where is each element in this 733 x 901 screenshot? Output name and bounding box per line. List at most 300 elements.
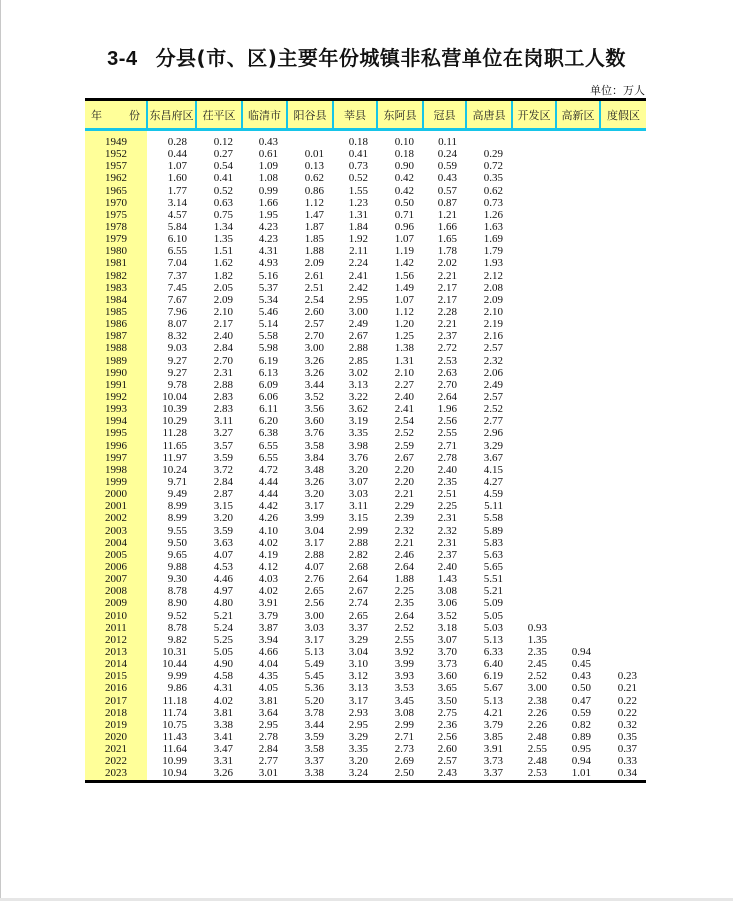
value-cell	[556, 148, 600, 160]
table-row	[85, 379, 646, 391]
value-cell: 0.34	[600, 767, 646, 782]
value-cell: 2.55	[437, 427, 457, 440]
value-cell: 2.57	[483, 391, 503, 404]
value-cell	[512, 233, 556, 245]
table-row	[85, 549, 646, 561]
value-cell: 2.55	[394, 633, 414, 646]
value-cell: 0.35	[483, 172, 503, 185]
value-cell: 2.05	[213, 281, 233, 294]
value-cell: 2.83	[213, 403, 233, 416]
value-cell: 0.63	[213, 196, 233, 209]
value-cell: 0.12	[213, 136, 233, 149]
value-cell: 0.57	[437, 184, 457, 197]
value-cell	[512, 440, 556, 452]
value-cell	[556, 464, 600, 476]
value-cell: 3.73	[437, 658, 457, 671]
value-cell: 1.88	[304, 245, 324, 258]
value-cell: 5.21	[483, 585, 503, 598]
value-cell: 3.76	[348, 451, 368, 464]
value-cell: 3.53	[394, 682, 414, 695]
value-cell	[600, 585, 646, 597]
value-cell: 0.41	[213, 172, 233, 185]
value-cell	[512, 185, 556, 197]
value-cell	[512, 294, 556, 306]
value-cell: 0.54	[213, 160, 233, 173]
value-cell: 0.50	[394, 196, 414, 209]
value-cell: 3.29	[348, 633, 368, 646]
value-cell: 3.47	[213, 743, 233, 756]
value-cell: 8.78	[167, 621, 187, 634]
value-cell: 9.27	[167, 354, 187, 367]
value-cell: 2.46	[394, 548, 414, 561]
value-cell: 2.52	[394, 427, 414, 440]
value-cell: 0.71	[394, 208, 414, 221]
value-cell: 2.59	[394, 439, 414, 452]
value-cell: 5.49	[304, 658, 324, 671]
value-cell: 3.81	[213, 706, 233, 719]
year-cell: 2023	[85, 767, 147, 782]
value-cell: 4.35	[258, 670, 278, 683]
value-cell	[600, 622, 646, 634]
value-cell: 10.99	[162, 755, 187, 768]
value-cell	[600, 403, 646, 415]
value-cell: 1.25	[394, 330, 414, 343]
value-cell	[556, 245, 600, 257]
table-row	[85, 707, 646, 719]
value-cell: 9.99	[167, 670, 187, 683]
column-header: 临清市	[242, 100, 287, 130]
value-cell: 7.67	[167, 293, 187, 306]
value-cell: 0.45	[571, 658, 591, 671]
value-cell: 3.17	[304, 500, 324, 513]
page-edge	[0, 0, 1, 901]
value-cell: 0.22	[617, 706, 637, 719]
value-cell: 0.44	[167, 148, 187, 161]
year-cell: 1991	[85, 379, 147, 391]
value-cell: 0.86	[304, 184, 324, 197]
value-cell: 9.82	[167, 633, 187, 646]
year-cell: 2000	[85, 488, 147, 500]
value-cell: 1.38	[394, 342, 414, 355]
value-cell: 2.57	[304, 318, 324, 331]
value-cell: 9.71	[167, 476, 187, 488]
value-cell: 3.35	[348, 427, 368, 440]
value-cell: 6.19	[258, 354, 278, 367]
value-cell: 1.66	[258, 196, 278, 209]
value-cell: 3.91	[258, 597, 278, 610]
value-cell: 0.32	[617, 718, 637, 731]
value-cell	[556, 185, 600, 197]
value-cell: 4.27	[483, 476, 503, 488]
value-cell: 2.64	[394, 609, 414, 622]
table-row	[85, 367, 646, 379]
value-cell: 2.75	[437, 706, 457, 719]
year-cell: 2006	[85, 561, 147, 573]
value-cell: 0.52	[348, 172, 368, 185]
value-cell	[600, 488, 646, 500]
value-cell: 1.31	[348, 208, 368, 221]
table-row	[85, 197, 646, 209]
year-cell: 2004	[85, 537, 147, 549]
table-row	[85, 342, 646, 354]
value-cell	[556, 172, 600, 184]
table-row	[85, 743, 646, 755]
value-cell: 4.15	[483, 463, 503, 476]
value-cell: 0.33	[617, 755, 637, 768]
value-cell: 1.23	[348, 196, 368, 209]
table-body	[85, 130, 646, 782]
value-cell: 1.62	[213, 257, 233, 270]
year-cell: 2020	[85, 731, 147, 743]
value-cell: 2.20	[394, 463, 414, 476]
value-cell: 1.20	[394, 318, 414, 331]
value-cell: 0.21	[617, 682, 637, 695]
column-header: 茌平区	[196, 100, 242, 130]
value-cell	[512, 245, 556, 257]
value-cell: 10.75	[162, 718, 187, 731]
value-cell: 11.64	[162, 743, 187, 756]
table-row	[85, 330, 646, 342]
table-row	[85, 270, 646, 282]
value-cell: 2.09	[304, 257, 324, 270]
value-cell: 4.07	[304, 560, 324, 573]
value-cell: 11.43	[162, 730, 187, 743]
value-cell: 4.58	[213, 670, 233, 683]
table-row	[85, 294, 646, 306]
value-cell	[556, 573, 600, 585]
value-cell	[512, 391, 556, 403]
value-cell	[556, 330, 600, 342]
value-cell: 2.16	[483, 330, 503, 343]
value-cell: 5.13	[483, 694, 503, 707]
value-cell: 3.60	[437, 670, 457, 683]
value-cell: 0.87	[437, 196, 457, 209]
value-cell: 7.04	[167, 257, 187, 270]
value-cell: 4.46	[213, 573, 233, 586]
value-cell: 1.96	[437, 403, 457, 416]
value-cell: 1.84	[348, 221, 368, 234]
value-cell: 2.88	[213, 378, 233, 391]
value-cell: 2.37	[437, 548, 457, 561]
value-cell: 2.53	[437, 354, 457, 367]
value-cell	[600, 646, 646, 658]
value-cell: 1.08	[258, 172, 278, 185]
value-cell: 4.42	[258, 500, 278, 513]
table-row	[85, 306, 646, 318]
value-cell: 11.97	[162, 451, 187, 464]
value-cell: 2.63	[437, 366, 457, 379]
value-cell: 2.10	[483, 306, 503, 319]
table-row	[85, 148, 646, 160]
value-cell: 6.11	[259, 403, 278, 416]
value-cell: 3.24	[333, 767, 377, 782]
value-cell: 2.21	[394, 488, 414, 501]
value-cell: 10.44	[162, 658, 187, 671]
value-cell: 3.52	[304, 391, 324, 404]
value-cell	[556, 379, 600, 391]
value-cell: 0.82	[571, 718, 591, 731]
value-cell: 3.13	[348, 682, 368, 695]
value-cell: 0.95	[571, 743, 591, 756]
value-cell	[556, 270, 600, 282]
table-row	[85, 537, 646, 549]
value-cell	[556, 282, 600, 294]
year-cell: 2002	[85, 512, 147, 524]
value-cell: 2.19	[483, 318, 503, 331]
year-cell: 1997	[85, 452, 147, 464]
value-cell: 4.97	[213, 585, 233, 598]
header-row	[85, 100, 646, 130]
value-cell	[600, 233, 646, 245]
value-cell: 2.42	[348, 281, 368, 294]
column-header: 高新区	[556, 100, 600, 130]
value-cell: 2.65	[304, 585, 324, 598]
year-cell: 1985	[85, 306, 147, 318]
value-cell: 2.70	[213, 354, 233, 367]
value-cell: 2.84	[213, 342, 233, 355]
value-cell	[287, 130, 333, 149]
value-cell: 4.12	[258, 560, 278, 573]
value-cell	[512, 464, 556, 476]
value-cell: 9.27	[167, 366, 187, 379]
value-cell	[556, 294, 600, 306]
value-cell: 1.51	[213, 245, 233, 258]
value-cell: 5.37	[258, 281, 278, 294]
value-cell: 2.41	[348, 269, 368, 282]
value-cell: 2.09	[483, 293, 503, 306]
value-cell	[512, 306, 556, 318]
value-cell	[512, 476, 556, 488]
value-cell	[512, 209, 556, 221]
value-cell: 8.78	[167, 585, 187, 598]
value-cell: 1.35	[213, 233, 233, 246]
value-cell: 2.67	[394, 451, 414, 464]
table-row	[85, 719, 646, 731]
value-cell: 3.00	[348, 306, 368, 319]
value-cell: 2.11	[349, 245, 368, 258]
table-row	[85, 318, 646, 330]
value-cell: 9.55	[167, 524, 187, 537]
value-cell: 4.80	[213, 597, 233, 610]
value-cell: 3.27	[213, 427, 233, 440]
value-cell: 0.27	[213, 148, 233, 161]
value-cell: 9.30	[167, 573, 187, 586]
value-cell	[600, 130, 646, 149]
value-cell: 6.06	[258, 391, 278, 404]
value-cell: 3.22	[348, 391, 368, 404]
value-cell: 3.17	[304, 536, 324, 549]
value-cell: 2.64	[348, 573, 368, 586]
value-cell: 2.51	[304, 281, 324, 294]
value-cell: 1.66	[437, 221, 457, 234]
value-cell: 3.79	[258, 609, 278, 622]
value-cell: 0.43	[258, 136, 278, 149]
year-cell: 2011	[85, 622, 147, 634]
value-cell: 2.84	[213, 476, 233, 488]
table-row	[85, 634, 646, 646]
value-cell: 2.73	[394, 743, 414, 756]
value-cell: 3.29	[348, 730, 368, 743]
table-row	[85, 209, 646, 221]
value-cell	[556, 585, 600, 597]
table-row	[85, 646, 646, 658]
year-cell: 1952	[85, 148, 147, 160]
year-cell: 1979	[85, 233, 147, 245]
year-cell: 1999	[85, 476, 147, 488]
value-cell: 3.45	[394, 694, 414, 707]
value-cell: 4.03	[258, 573, 278, 586]
value-cell: 3.38	[213, 718, 233, 731]
value-cell	[512, 561, 556, 573]
year-cell: 1962	[85, 172, 147, 184]
year-cell: 2014	[85, 658, 147, 670]
year-cell: 1978	[85, 221, 147, 233]
value-cell: 4.02	[258, 585, 278, 598]
value-cell: 2.99	[348, 524, 368, 537]
table-row	[85, 670, 646, 682]
value-cell: 2.52	[527, 670, 547, 683]
value-cell	[512, 537, 556, 549]
value-cell: 5.36	[304, 682, 324, 695]
value-cell: 1.63	[483, 221, 503, 234]
value-cell	[600, 209, 646, 221]
value-cell: 4.66	[258, 645, 278, 658]
column-header-year: 年 份	[85, 100, 147, 130]
table-row	[85, 682, 646, 694]
value-cell: 4.93	[258, 257, 278, 270]
value-cell	[556, 549, 600, 561]
value-cell: 2.28	[437, 306, 457, 319]
value-cell: 2.10	[213, 306, 233, 319]
value-cell: 5.89	[483, 524, 503, 537]
value-cell: 2.21	[437, 318, 457, 331]
value-cell: 3.06	[437, 597, 457, 610]
value-cell: 3.15	[348, 512, 368, 525]
year-cell: 1983	[85, 282, 147, 294]
value-cell: 5.09	[483, 597, 503, 610]
year-cell: 1988	[85, 342, 147, 354]
value-cell: 9.78	[167, 378, 187, 391]
value-cell: 2.83	[213, 391, 233, 404]
value-cell: 3.26	[304, 476, 324, 488]
year-cell: 2003	[85, 525, 147, 537]
value-cell	[556, 355, 600, 367]
table-row	[85, 597, 646, 609]
value-cell: 3.03	[348, 488, 368, 501]
year-cell: 2018	[85, 707, 147, 719]
value-cell: 5.05	[213, 645, 233, 658]
value-cell: 3.58	[304, 439, 324, 452]
value-cell: 3.17	[348, 694, 368, 707]
value-cell: 4.07	[213, 548, 233, 561]
value-cell	[512, 452, 556, 464]
year-cell: 1995	[85, 427, 147, 439]
value-cell: 5.13	[483, 633, 503, 646]
value-cell: 2.54	[304, 293, 324, 306]
value-cell: 2.48	[527, 755, 547, 768]
value-cell	[512, 130, 556, 149]
value-cell: 3.20	[348, 755, 368, 768]
value-cell: 2.32	[483, 354, 503, 367]
value-cell	[512, 221, 556, 233]
value-cell: 0.61	[258, 148, 278, 161]
value-cell: 2.40	[437, 560, 457, 573]
value-cell: 2.54	[394, 415, 414, 428]
value-cell: 3.20	[213, 512, 233, 525]
value-cell	[512, 257, 556, 269]
column-header: 东昌府区	[147, 100, 196, 130]
value-cell: 3.26	[304, 366, 324, 379]
value-cell: 10.39	[162, 403, 187, 416]
value-cell: 0.59	[437, 160, 457, 173]
value-cell: 2.31	[213, 366, 233, 379]
table-row	[85, 512, 646, 524]
year-cell: 1981	[85, 257, 147, 269]
table-title: 分县(市、区)主要年份城镇非私营单位在岗职工人数	[155, 46, 626, 70]
value-cell	[512, 609, 556, 621]
value-cell: 0.42	[394, 184, 414, 197]
value-cell: 2.78	[258, 730, 278, 743]
value-cell: 7.96	[167, 306, 187, 319]
value-cell: 3.76	[304, 427, 324, 440]
value-cell: 3.59	[304, 730, 324, 743]
value-cell: 0.13	[304, 160, 324, 173]
value-cell: 3.59	[213, 524, 233, 537]
value-cell	[600, 500, 646, 512]
year-cell: 2001	[85, 500, 147, 512]
year-cell: 2021	[85, 743, 147, 755]
value-cell	[512, 573, 556, 585]
value-cell: 4.04	[258, 658, 278, 671]
value-cell: 1.07	[394, 233, 414, 246]
table-row	[85, 221, 646, 233]
value-cell: 1.56	[394, 269, 414, 282]
value-cell: 2.53	[512, 767, 556, 782]
value-cell: 2.10	[394, 366, 414, 379]
value-cell	[600, 245, 646, 257]
value-cell: 2.70	[437, 378, 457, 391]
value-cell: 4.57	[167, 208, 187, 221]
value-cell: 0.43	[571, 670, 591, 683]
year-cell: 2022	[85, 755, 147, 767]
value-cell	[512, 512, 556, 524]
year-cell: 1984	[85, 294, 147, 306]
table-row	[85, 694, 646, 706]
year-cell: 1993	[85, 403, 147, 415]
value-cell: 3.12	[348, 670, 368, 683]
value-cell: 3.01	[242, 767, 287, 782]
value-cell: 1.07	[167, 160, 187, 173]
value-cell: 2.84	[258, 743, 278, 756]
value-cell: 5.84	[167, 221, 187, 234]
value-cell: 1.82	[213, 269, 233, 282]
value-cell	[556, 561, 600, 573]
value-cell	[512, 270, 556, 282]
column-header: 高唐县	[466, 100, 512, 130]
value-cell: 10.24	[162, 463, 187, 476]
unit-label: 单位：万人	[590, 84, 645, 97]
table-row	[85, 130, 646, 149]
value-cell: 10.94	[147, 767, 196, 782]
value-cell: 2.69	[394, 755, 414, 768]
table-row	[85, 525, 646, 537]
table-row	[85, 622, 646, 634]
value-cell: 3.35	[348, 743, 368, 756]
value-cell: 5.24	[213, 621, 233, 634]
value-cell	[600, 257, 646, 269]
table-row	[85, 257, 646, 269]
value-cell: 0.42	[394, 172, 414, 185]
